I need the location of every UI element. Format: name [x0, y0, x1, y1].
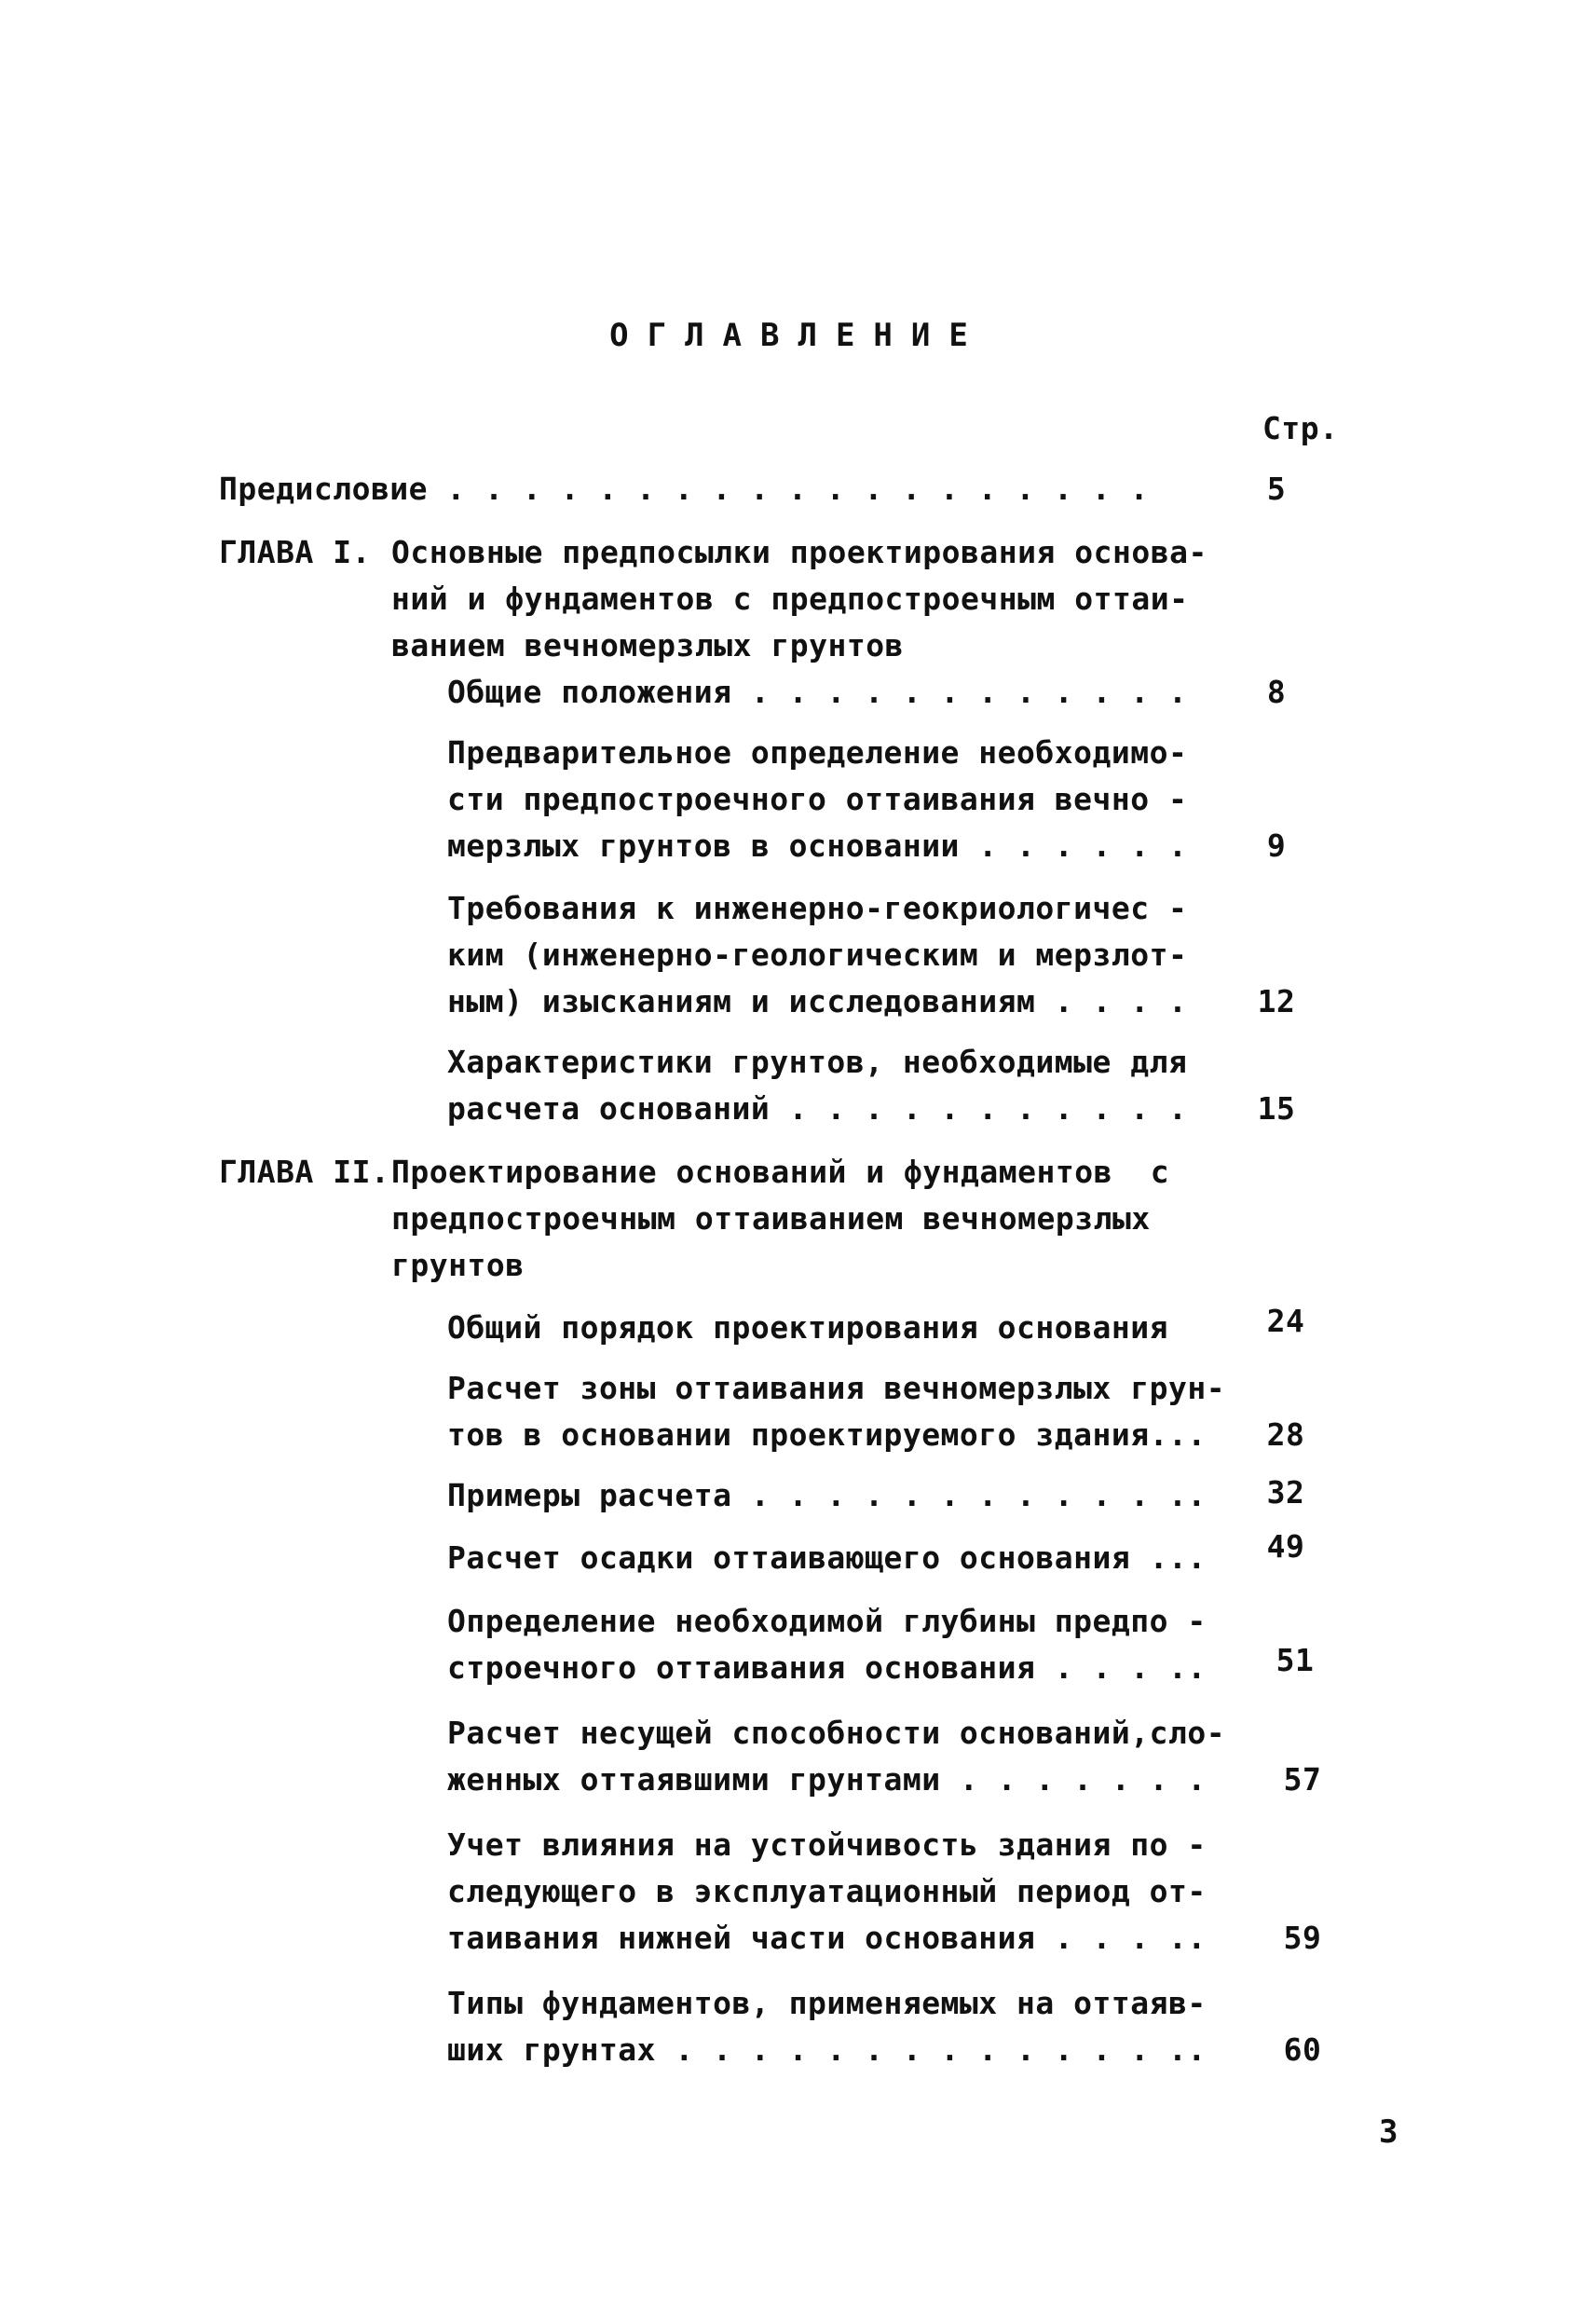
toc-entry-line: Определение необходимой глубины предпо -: [447, 1603, 1207, 1639]
toc-entry-line: Расчет осадки оттаивающего основания ...: [447, 1539, 1207, 1576]
page-number: 3: [1379, 2113, 1398, 2151]
toc-entry-line: Примеры расчета . . . . . . . . . . . ..: [447, 1477, 1207, 1513]
toc-entry-page: 51: [1275, 1642, 1315, 1678]
toc-preface-page: 5: [1266, 471, 1287, 507]
toc-entry-page: 60: [1283, 2031, 1322, 2068]
toc-entry-line: ким (инженерно-геологическим и мерзлот-: [447, 937, 1188, 973]
toc-entry-line: ших грунтах . . . . . . . . . . . . . ..: [447, 2031, 1207, 2068]
toc-entry-line: мерзлых грунтов в основании . . . . . .: [447, 827, 1188, 864]
toc-entry-line: Типы фундаментов, применяемых на оттаяв-: [447, 1985, 1207, 2021]
toc-entry-line: следующего в эксплуатационный период от-: [447, 1873, 1207, 1909]
chapter-2-title-line: Проектирование оснований и фундаментов с: [391, 1154, 1170, 1190]
page-title: ОГЛАВЛЕНИЕ: [609, 317, 987, 354]
toc-entry-line: строечного оттаивания основания . . . ..: [447, 1649, 1207, 1686]
toc-entry-page: 9: [1266, 827, 1287, 864]
chapter-2-label: ГЛАВА II.: [219, 1154, 390, 1190]
toc-entry-page: 28: [1266, 1416, 1305, 1453]
chapter-1-label: ГЛАВА I.: [219, 534, 371, 570]
toc-entry-page: 15: [1257, 1090, 1296, 1127]
toc-entry-line: женных оттаявшими грунтами . . . . . . .: [447, 1761, 1207, 1798]
page-column-header: Стр.: [1262, 410, 1339, 446]
toc-entry-line: Предварительное определение необходимо-: [447, 734, 1188, 771]
toc-entry-line: Общие положения . . . . . . . . . . . .: [447, 674, 1188, 710]
toc-entry-page: 49: [1266, 1528, 1305, 1565]
toc-preface-label: Предисловие . . . . . . . . . . . . . . . . . . .: [219, 471, 1150, 507]
toc-entry-line: тов в основании проектируемого здания...: [447, 1416, 1207, 1453]
toc-entry-page: 57: [1283, 1761, 1322, 1798]
toc-entry-line: Общий порядок проектирования основания: [447, 1309, 1168, 1346]
toc-entry-page: 24: [1266, 1303, 1305, 1339]
toc-entry-line: расчета оснований . . . . . . . . . . .: [447, 1090, 1188, 1127]
chapter-2-title-line: грунтов: [391, 1247, 525, 1283]
toc-entry-page: 59: [1283, 1920, 1322, 1956]
toc-entry-page: 8: [1266, 674, 1287, 710]
toc-entry-line: Характеристики грунтов, необходимые для: [447, 1044, 1188, 1080]
toc-entry-line: сти предпостроечного оттаивания вечно -: [447, 781, 1188, 817]
toc-entry-page: 32: [1266, 1474, 1305, 1511]
toc-entry-page: 12: [1257, 983, 1296, 1019]
toc-entry-line: Требования к инженерно-геокриологичес -: [447, 890, 1188, 926]
toc-entry-line: Расчет зоны оттаивания вечномерзлых грун-: [447, 1370, 1226, 1406]
chapter-2-title-line: предпостроечным оттаиванием вечномерзлых: [391, 1200, 1151, 1237]
chapter-1-title-line: ванием вечномерзлых грунтов: [391, 627, 904, 663]
toc-entry-line: Расчет несущей способности оснований,сло-: [447, 1715, 1226, 1751]
toc-entry-line: ным) изысканиям и исследованиям . . . .: [447, 983, 1188, 1019]
chapter-1-title-line: Основные предпосылки проектирования основа-: [391, 534, 1207, 570]
chapter-1-title-line: ний и фундаментов с предпостроечным оттаи-: [391, 581, 1189, 617]
toc-entry-line: таивания нижней части основания . . . ..: [447, 1920, 1207, 1956]
toc-entry-line: Учет влияния на устойчивость здания по -: [447, 1826, 1207, 1863]
